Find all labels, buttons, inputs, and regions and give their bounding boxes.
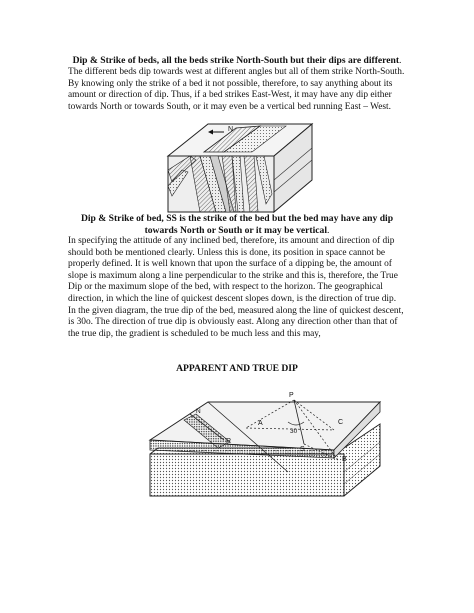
north-label: N xyxy=(228,126,234,133)
figure1-caption-text: Dip & Strike of beds, all the beds strike North-South but their dips are different xyxy=(72,55,400,66)
label-s: S xyxy=(300,446,305,453)
figure2-caption-line1: Dip & Strike of bed, SS is the strike of the bed but the bed may have any dip xyxy=(80,213,394,224)
figure2-caption xyxy=(60,213,414,236)
label-b: B xyxy=(342,456,347,463)
figure1-caption xyxy=(58,55,416,67)
figure2-caption-line2: towards North or South or it may be vertical xyxy=(144,224,328,236)
label-c: C xyxy=(338,419,344,426)
label-a: A xyxy=(258,420,263,427)
label-p: P xyxy=(289,392,294,399)
block-diagram-beds xyxy=(160,120,318,216)
apparent-true-dip-diagram xyxy=(138,392,386,516)
figure1-caption-period: . xyxy=(399,55,402,66)
paragraph-strike: The different beds dip towards west at different angles but all of them strike North-South. By knowing only the strike of a bed it not possible, therefore, to say anything about its amount or direction of dip. Thus, if a bed strikes East-West, it may have any dip either towards North or towards South, or it may even be a vertical bed running East – West. xyxy=(68,67,405,112)
figure-apparent-true-dip xyxy=(138,392,386,516)
section-heading: APPARENT AND TRUE DIP xyxy=(176,363,298,374)
figure2-caption-period: . xyxy=(327,224,330,236)
label-r: R xyxy=(226,438,232,445)
figure-dip-strike-block xyxy=(160,120,318,216)
label-angle: 30 xyxy=(290,428,298,435)
label-n: N xyxy=(196,408,201,415)
paragraph-true-dip: In specifying the attitude of any inclined bed, therefore, its amount and direction of dip should both be mentioned clearly. Unless this is done, its position in space cannot be properly defined. It is well known that upon the surface of a dipping be, the amount of slope is maximum along a line perpendicular to the strike and this is, therefore, the True Dip or the maximum slope of the bed, with respect to the horizon. The geographical direction, in which the line of quickest descent slopes down, is the direction of true dip. In the given diagram, the true dip of the bed, measured along the line of quickest descent, is 30o. The direction of true dip is obviously east. Along any direction other than that of the true dip, the gradient is scheduled to be much less and this may, xyxy=(68,236,404,339)
